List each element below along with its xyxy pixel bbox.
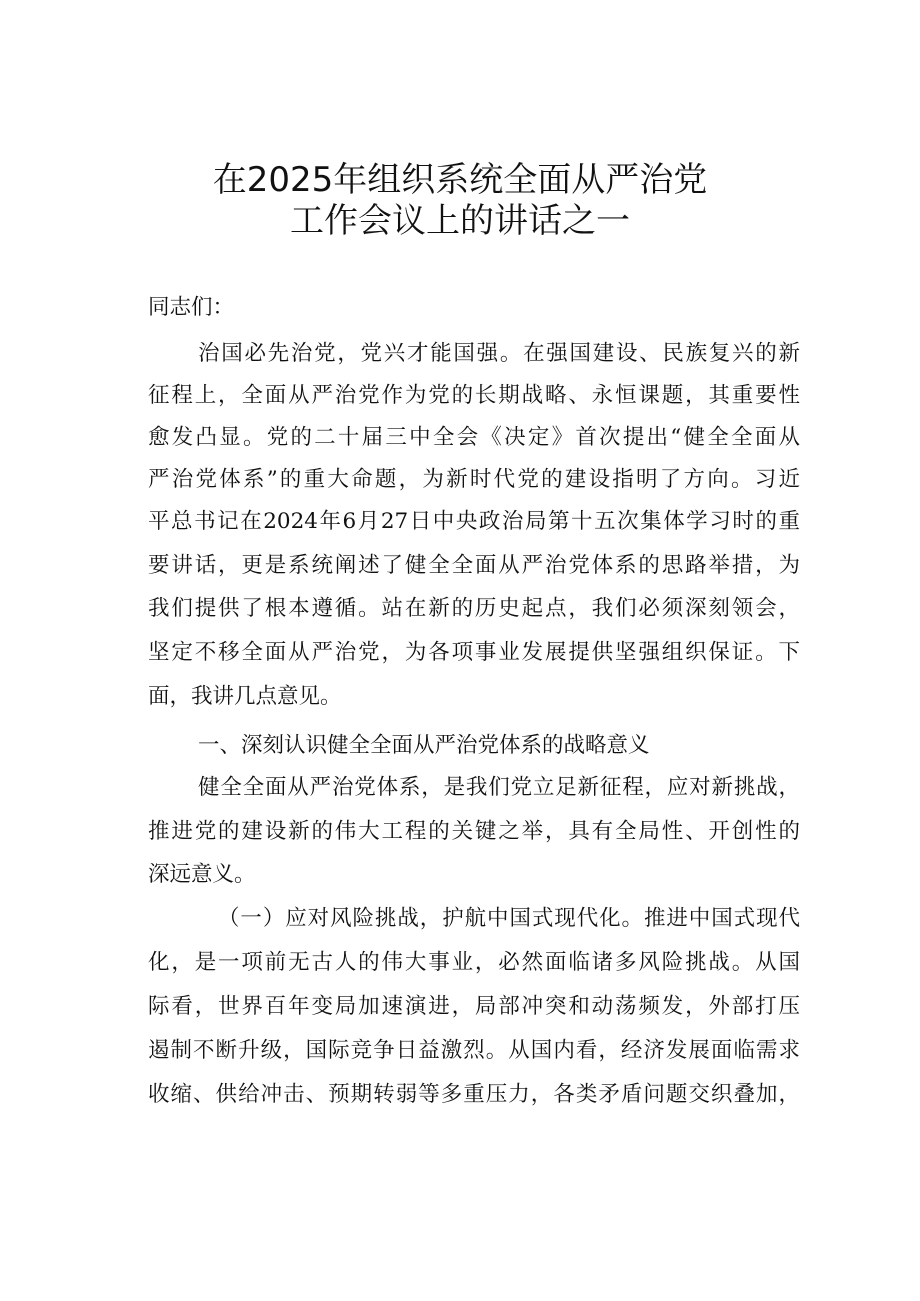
document-title-line-2: 工作会议上的讲话之一 (290, 201, 630, 241)
subsection-line: 收缩、供给冲击、预期转弱等多重压力，各类矛盾问题交织叠加， (148, 1082, 800, 1107)
intro-line: 坚定不移全面从严治党，为各项事业发展提供坚强组织保证。下 (148, 640, 800, 665)
section-line: 推进党的建设新的伟大工程的关键之举，具有全局性、开创性的 (148, 819, 800, 844)
intro-line: 平总书记在2024年6月27日中央政治局第十五次集体学习时的重 (148, 509, 800, 534)
intro-line: 征程上，全面从严治党作为党的长期战略、永恒课题，其重要性 (148, 383, 800, 408)
section-line: 健全全面从严治党体系，是我们党立足新征程，应对新挑战， (198, 775, 800, 800)
subsection-line: 化，是一项前无古人的伟大事业，必然面临诸多风险挑战。从国 (148, 950, 800, 975)
intro-line: 我们提供了根本遵循。站在新的历史起点，我们必须深刻领会， (148, 596, 800, 621)
salutation: 同志们： (148, 295, 235, 320)
intro-line: 要讲话，更是系统阐述了健全全面从严治党体系的思路举措，为 (148, 553, 800, 578)
intro-line: 严治党体系”的重大命题，为新时代党的建设指明了方向。习近 (148, 467, 800, 492)
subsection-line: 遏制不断升级，国际竞争日益激烈。从国内看，经济发展面临需求 (148, 1038, 800, 1063)
section-heading: 一、深刻认识健全全面从严治党体系的战略意义 (198, 733, 650, 758)
document-title-line-1: 在2025年组织系统全面从严治党 (212, 160, 708, 200)
intro-line: 愈发凸显。党的二十届三中全会《决定》首次提出“健全全面从 (148, 425, 800, 450)
intro-line: 面，我讲几点意见。 (148, 684, 342, 709)
subsection-line: 际看，世界百年变局加速演进，局部冲突和动荡频发，外部打压 (148, 994, 800, 1019)
section-line: 深远意义。 (148, 862, 256, 887)
intro-line: 治国必先治党，党兴才能国强。在强国建设、民族复兴的新 (198, 341, 800, 366)
subsection-line: （一）应对风险挑战，护航中国式现代化。推进中国式现代 (218, 906, 800, 931)
